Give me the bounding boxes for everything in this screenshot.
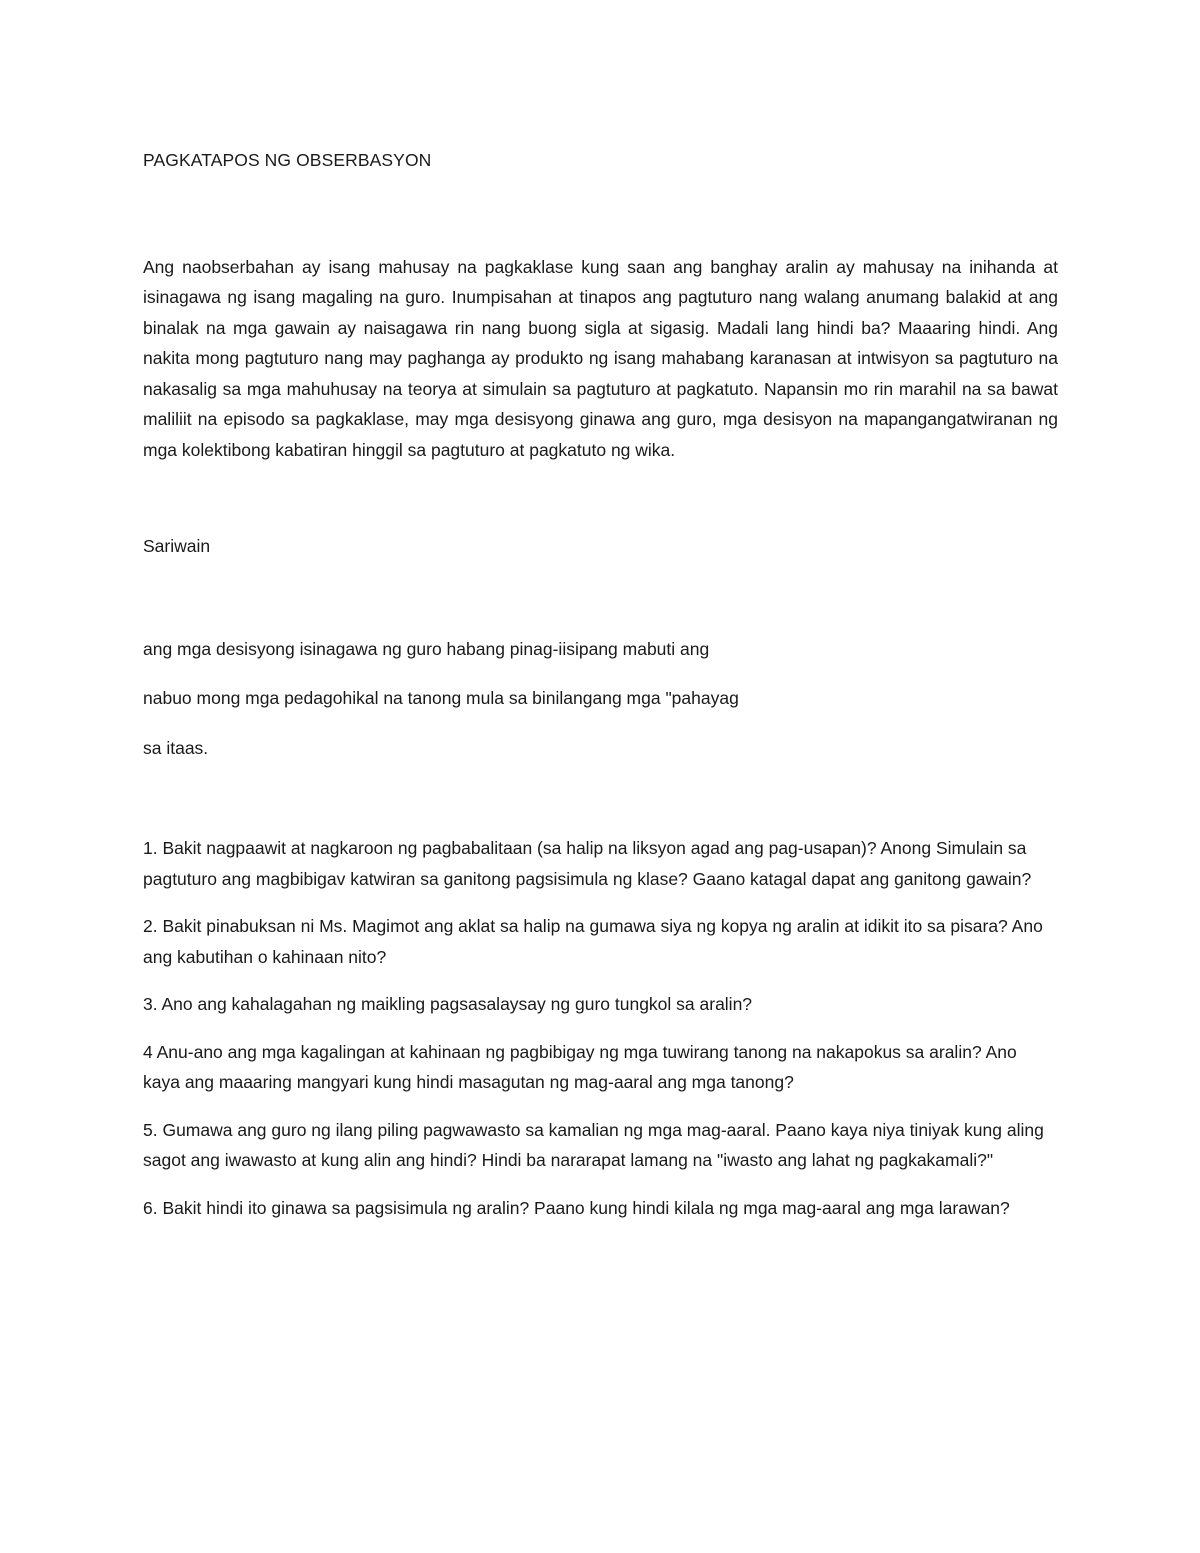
- prompt-line: nabuo mong mga pedagohikal na tanong mula sa binilangang mga "pahayag: [143, 688, 739, 708]
- question-item: 2. Bakit pinabuksan ni Ms. Magimot ang aklat sa halip na gumawa siya ng kopya ng aralin at idikit ito sa pisara? Ano ang kabutihan o kahinaan nito?: [143, 916, 1043, 967]
- prompt-line: ang mga desisyong isinagawa ng guro habang pinag-iisipang mabuti ang: [143, 638, 710, 659]
- question-item: 4 Anu-ano ang mga kagalingan at kahinaan ng pagbibigay ng mga tuwirang tanong na nakapokus sa aralin? Ano kaya ang maaaring mangyari kung hindi masagutan ng mag-aaral ang mga tanong?: [143, 1041, 1017, 1092]
- question-item: 3. Ano ang kahalagahan ng maikling pagsasalaysay ng guro tungkol sa aralin?: [143, 994, 753, 1014]
- section-label: Sariwain: [143, 536, 211, 556]
- document-title: PAGKATAPOS NG OBSERBASYON: [143, 150, 432, 170]
- question-list: [143, 833, 1058, 1223]
- prompt-line: sa itaas.: [143, 737, 209, 758]
- intro-paragraph: Ang naobserbahan ay isang mahusay na pagkaklase kung saan ang banghay aralin ay mahusay na inihanda at isinagawa ng isang magaling na guro. Inumpisahan at tinapos ang pagtuturo nang walang anumang balakid at ang binalak na mga gawain ay naisagawa rin nang buong sigla at sigasig. Madali lang hindi ba? Maaaring hindi. Ang nakita mong pagtuturo nang may paghanga ay produkto ng isang mahabang karanasan at intwisyon sa pagtuturo na nakasalig sa mga mahuhusay na teorya at simulain sa pagtuturo at pagkatuto. Napansin mo rin marahil na sa bawat maliliit na episodo sa pagkaklase, may mga desisyong ginawa ang guro, mga desisyon na mapangangatwiranan ng mga kolektibong kabatiran hinggil sa pagtuturo at pagkatuto ng wika.: [143, 256, 1058, 460]
- question-item: 5. Gumawa ang guro ng ilang piling pagwawasto sa kamalian ng mga mag-aaral. Paano kaya niya tiniyak kung aling sagot ang iwawasto at kung alin ang hindi? Hindi ba nararapat lamang na "iwasto ang lahat ng pagkakamali?": [143, 1119, 1044, 1170]
- document-body: [143, 145, 1058, 1240]
- question-item: 6. Bakit hindi ito ginawa sa pagsisimula ng aralin? Paano kung hindi kilala ng mga mag-aaral ang mga larawan?: [143, 1197, 1010, 1218]
- question-item: 1. Bakit nagpaawit at nagkaroon ng pagbabalitaan (sa halip na liksyon agad ang pag-usapan)? Anong Simulain sa pagtuturo ang magbibigav katwiran sa ganitong pagsisimula ng klase? Gaano katagal dapat ang ganitong gawain?: [143, 838, 1032, 889]
